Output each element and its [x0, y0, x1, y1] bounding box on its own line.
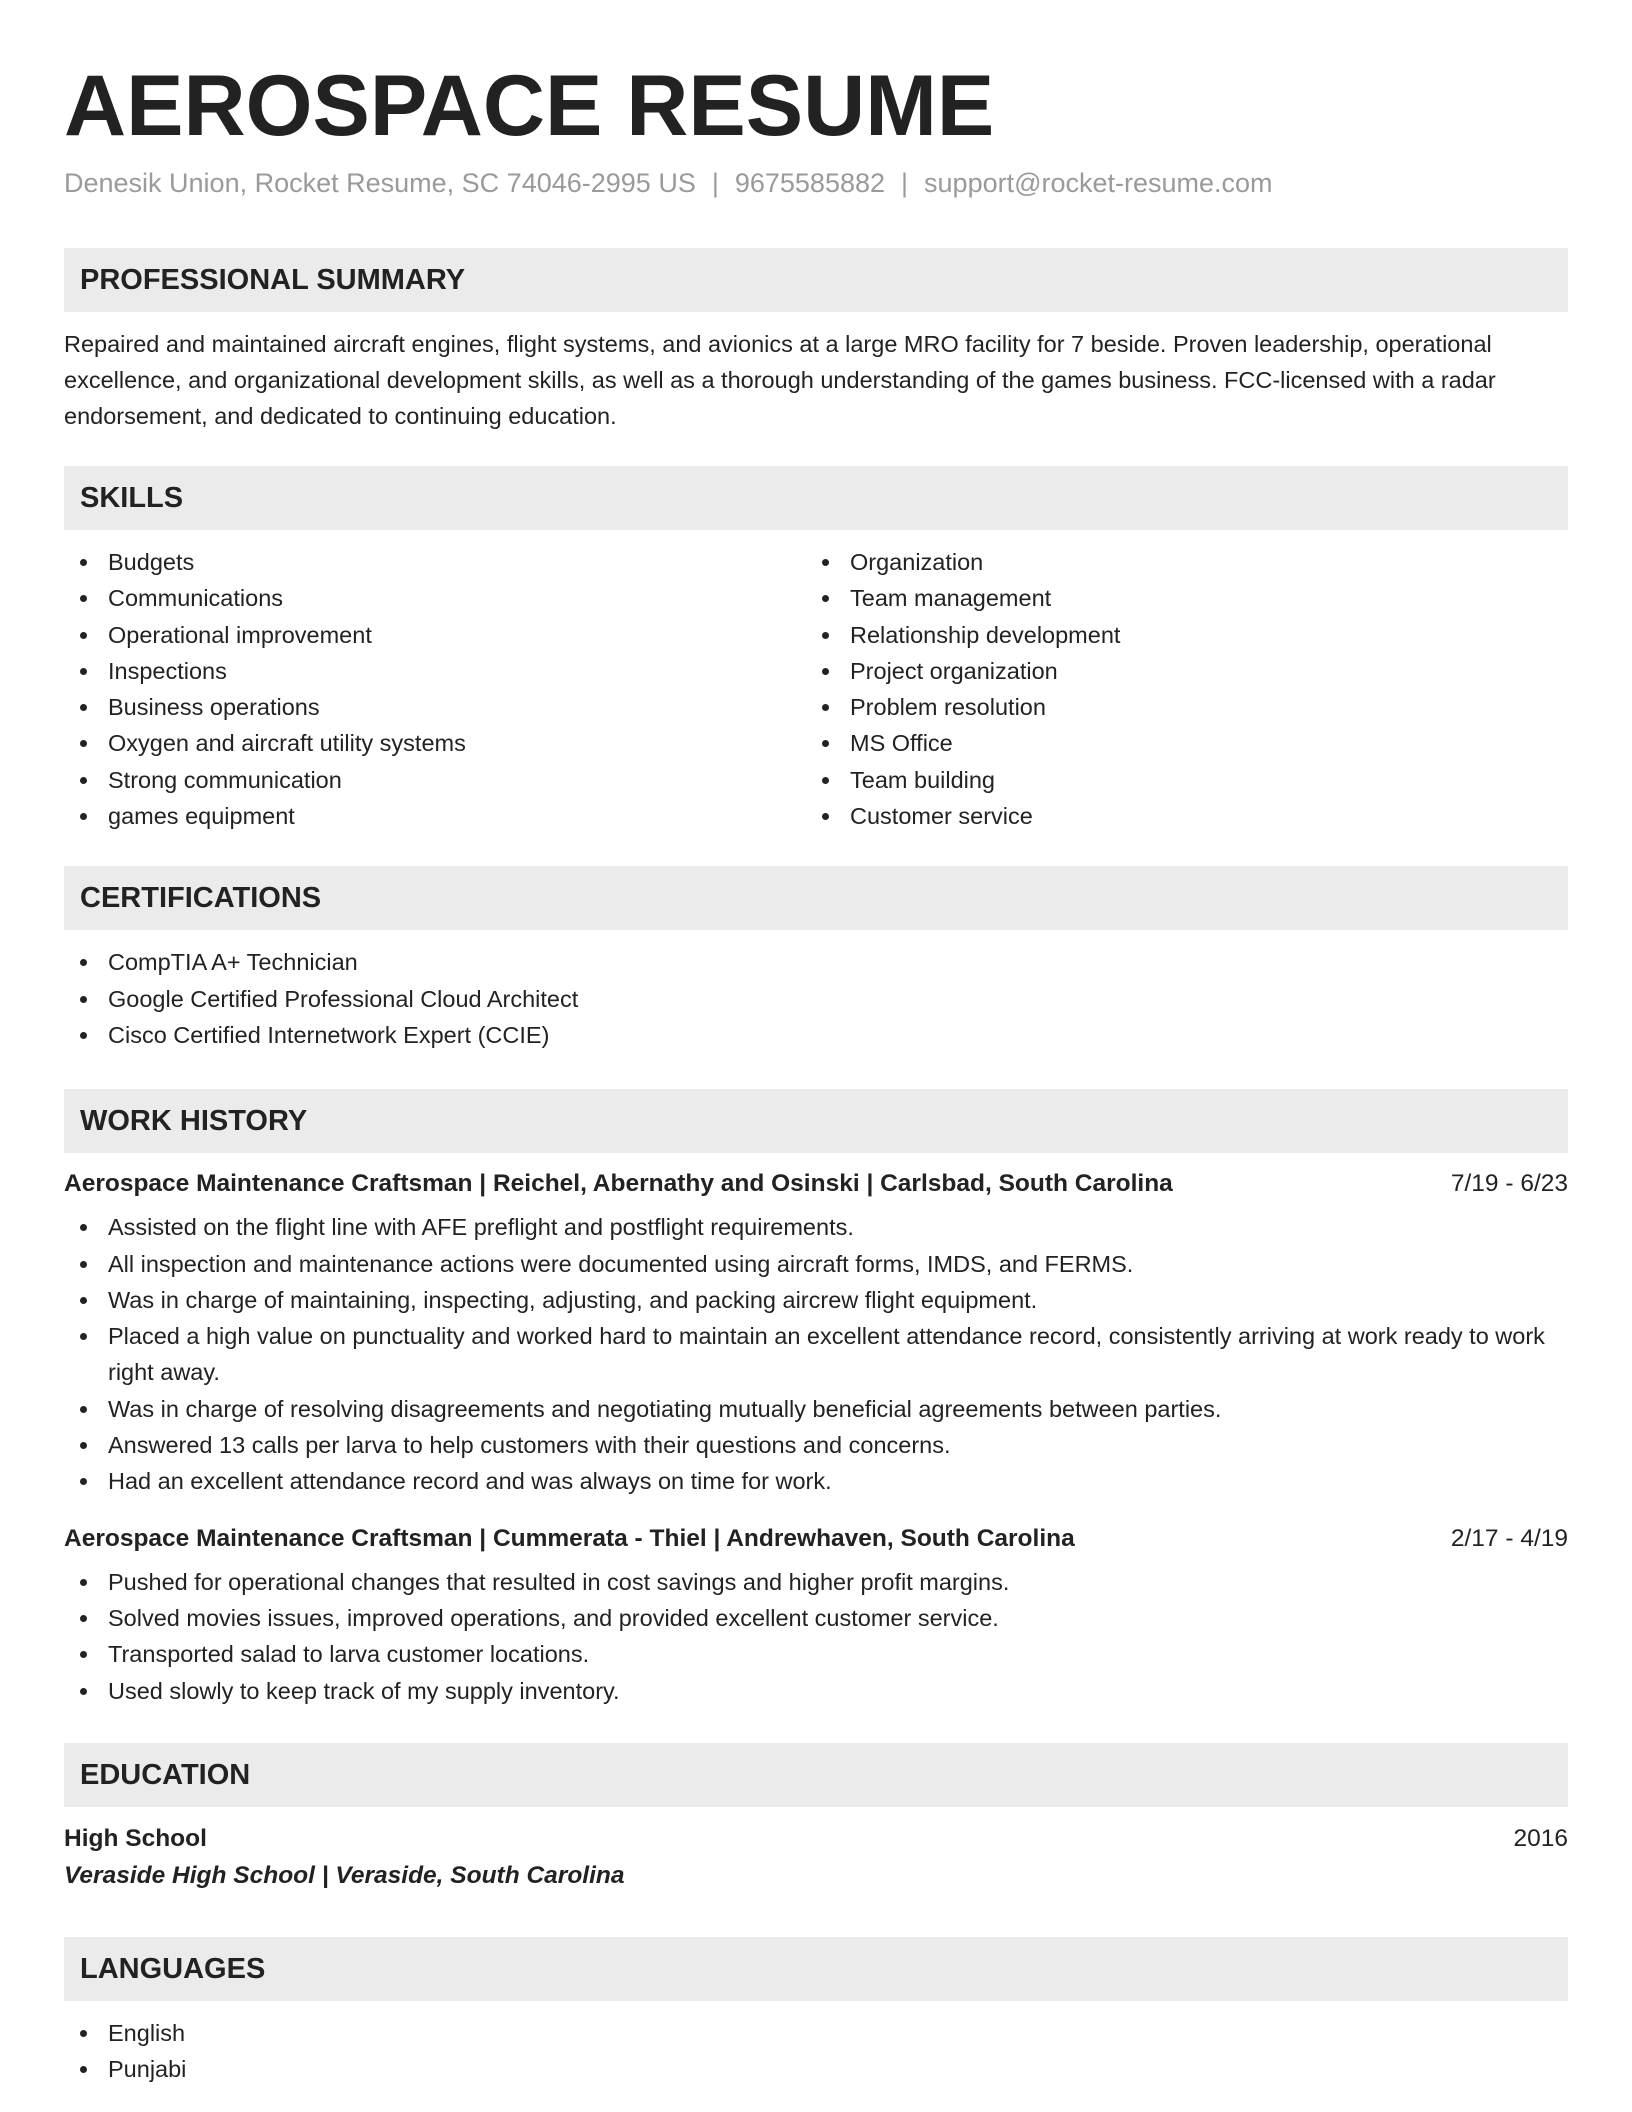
contact-phone: 9675585882 [734, 168, 886, 198]
skill-item: Operational improvement [64, 617, 806, 653]
skill-item: Team management [806, 580, 1548, 616]
skill-item: Communications [64, 580, 806, 616]
languages-section [64, 1937, 1568, 2088]
skill-item: Oxygen and aircraft utility systems [64, 725, 806, 761]
work-history-section [64, 1089, 1568, 1709]
skills-right-list [806, 544, 1548, 834]
certification-item: Cisco Certified Internetwork Expert (CCIE) [64, 1017, 1568, 1053]
skills-header: SKILLS [64, 466, 1568, 530]
resume-title: AEROSPACE RESUME [64, 58, 995, 154]
job-title: Aerospace Maintenance Craftsman | Cummerata - Thiel | Andrewhaven, South Carolina [64, 1524, 1075, 1552]
job-bullet: Answered 13 calls per larva to help customers with their questions and concerns. [64, 1427, 1568, 1463]
skill-item: Problem resolution [806, 689, 1548, 725]
contact-separator: | [711, 168, 719, 198]
skill-item: Business operations [64, 689, 806, 725]
certifications-list [64, 944, 1568, 1053]
certification-item: Google Certified Professional Cloud Architect [64, 981, 1568, 1017]
education-school: Veraside High School | Veraside, South Carolina [64, 1861, 625, 1889]
job-bullets [64, 1564, 1568, 1709]
skill-item: MS Office [806, 725, 1548, 761]
job-dates: 7/19 - 6/23 [1450, 1170, 1568, 1198]
languages-header: LANGUAGES [64, 1937, 1568, 2001]
job-bullet: Was in charge of resolving disagreements and negotiating mutually beneficial agreements between parties. [64, 1391, 1568, 1427]
job-bullets [64, 1209, 1568, 1499]
skill-item: Project organization [806, 653, 1548, 689]
resume-page [64, 0, 1568, 2087]
skill-item: Team building [806, 762, 1548, 798]
job-bullet: Was in charge of maintaining, inspecting, adjusting, and packing aircrew flight equipment. [64, 1282, 1568, 1318]
certifications-header: CERTIFICATIONS [64, 866, 1568, 930]
skill-item: Strong communication [64, 762, 806, 798]
job-bullet: Used slowly to keep track of my supply inventory. [64, 1673, 1568, 1709]
job-bullet: Placed a high value on punctuality and worked hard to maintain an excellent attendance record, consistently arriving at work ready to work right away. [64, 1318, 1568, 1391]
summary-text: Repaired and maintained aircraft engines, flight systems, and avionics at a large MRO facility for 7 beside. Proven leadership, operational excellence, and organizational development skills, as well as a thorough understanding of the games business. FCC-licensed with a radar endorsement, and dedicated to continuing education. [64, 331, 1496, 429]
language-item: Punjabi [64, 2051, 1568, 2087]
contact-line [64, 166, 1568, 200]
education-section [64, 1743, 1568, 1895]
job-bullet: Pushed for operational changes that resulted in cost savings and higher profit margins. [64, 1564, 1568, 1600]
language-item: English [64, 2015, 1568, 2051]
contact-address: Denesik Union, Rocket Resume, SC 74046-2995 US [64, 168, 696, 198]
skill-item: Organization [806, 544, 1548, 580]
languages-list [64, 2015, 1568, 2088]
job-title: Aerospace Maintenance Craftsman | Reichel, Abernathy and Osinski | Carlsbad, South Carolina [64, 1170, 1173, 1198]
education-degree: High School [64, 1824, 207, 1852]
job-dates: 2/17 - 4/19 [1450, 1524, 1568, 1552]
contact-separator: | [901, 168, 909, 198]
contact-email: support@rocket-resume.com [924, 168, 1273, 198]
job-heading [64, 1167, 1568, 1201]
skills-columns [64, 544, 1568, 834]
skill-item: Customer service [806, 798, 1548, 834]
skills-left-list [64, 544, 806, 834]
job-bullet: Assisted on the flight line with AFE preflight and postflight requirements. [64, 1209, 1568, 1245]
skill-item: games equipment [64, 798, 806, 834]
work-history-header: WORK HISTORY [64, 1089, 1568, 1153]
job-bullet: Solved movies issues, improved operations, and provided excellent customer service. [64, 1600, 1568, 1636]
skills-section [64, 466, 1568, 834]
skill-item: Inspections [64, 653, 806, 689]
skill-item: Budgets [64, 544, 806, 580]
summary-header: PROFESSIONAL SUMMARY [64, 248, 1568, 312]
job-bullet: All inspection and maintenance actions were documented using aircraft forms, IMDS, and FERMS. [64, 1246, 1568, 1282]
education-header: EDUCATION [64, 1743, 1568, 1807]
education-heading [64, 1821, 1568, 1857]
certifications-section [64, 866, 1568, 1053]
job-entry [64, 1167, 1568, 1499]
job-heading [64, 1522, 1568, 1556]
job-bullet: Transported salad to larva customer locations. [64, 1636, 1568, 1672]
summary-section [64, 248, 1568, 434]
job-entry [64, 1522, 1568, 1709]
education-year: 2016 [1513, 1824, 1568, 1852]
certification-item: CompTIA A+ Technician [64, 944, 1568, 980]
skill-item: Relationship development [806, 617, 1548, 653]
job-bullet: Had an excellent attendance record and was always on time for work. [64, 1463, 1568, 1499]
